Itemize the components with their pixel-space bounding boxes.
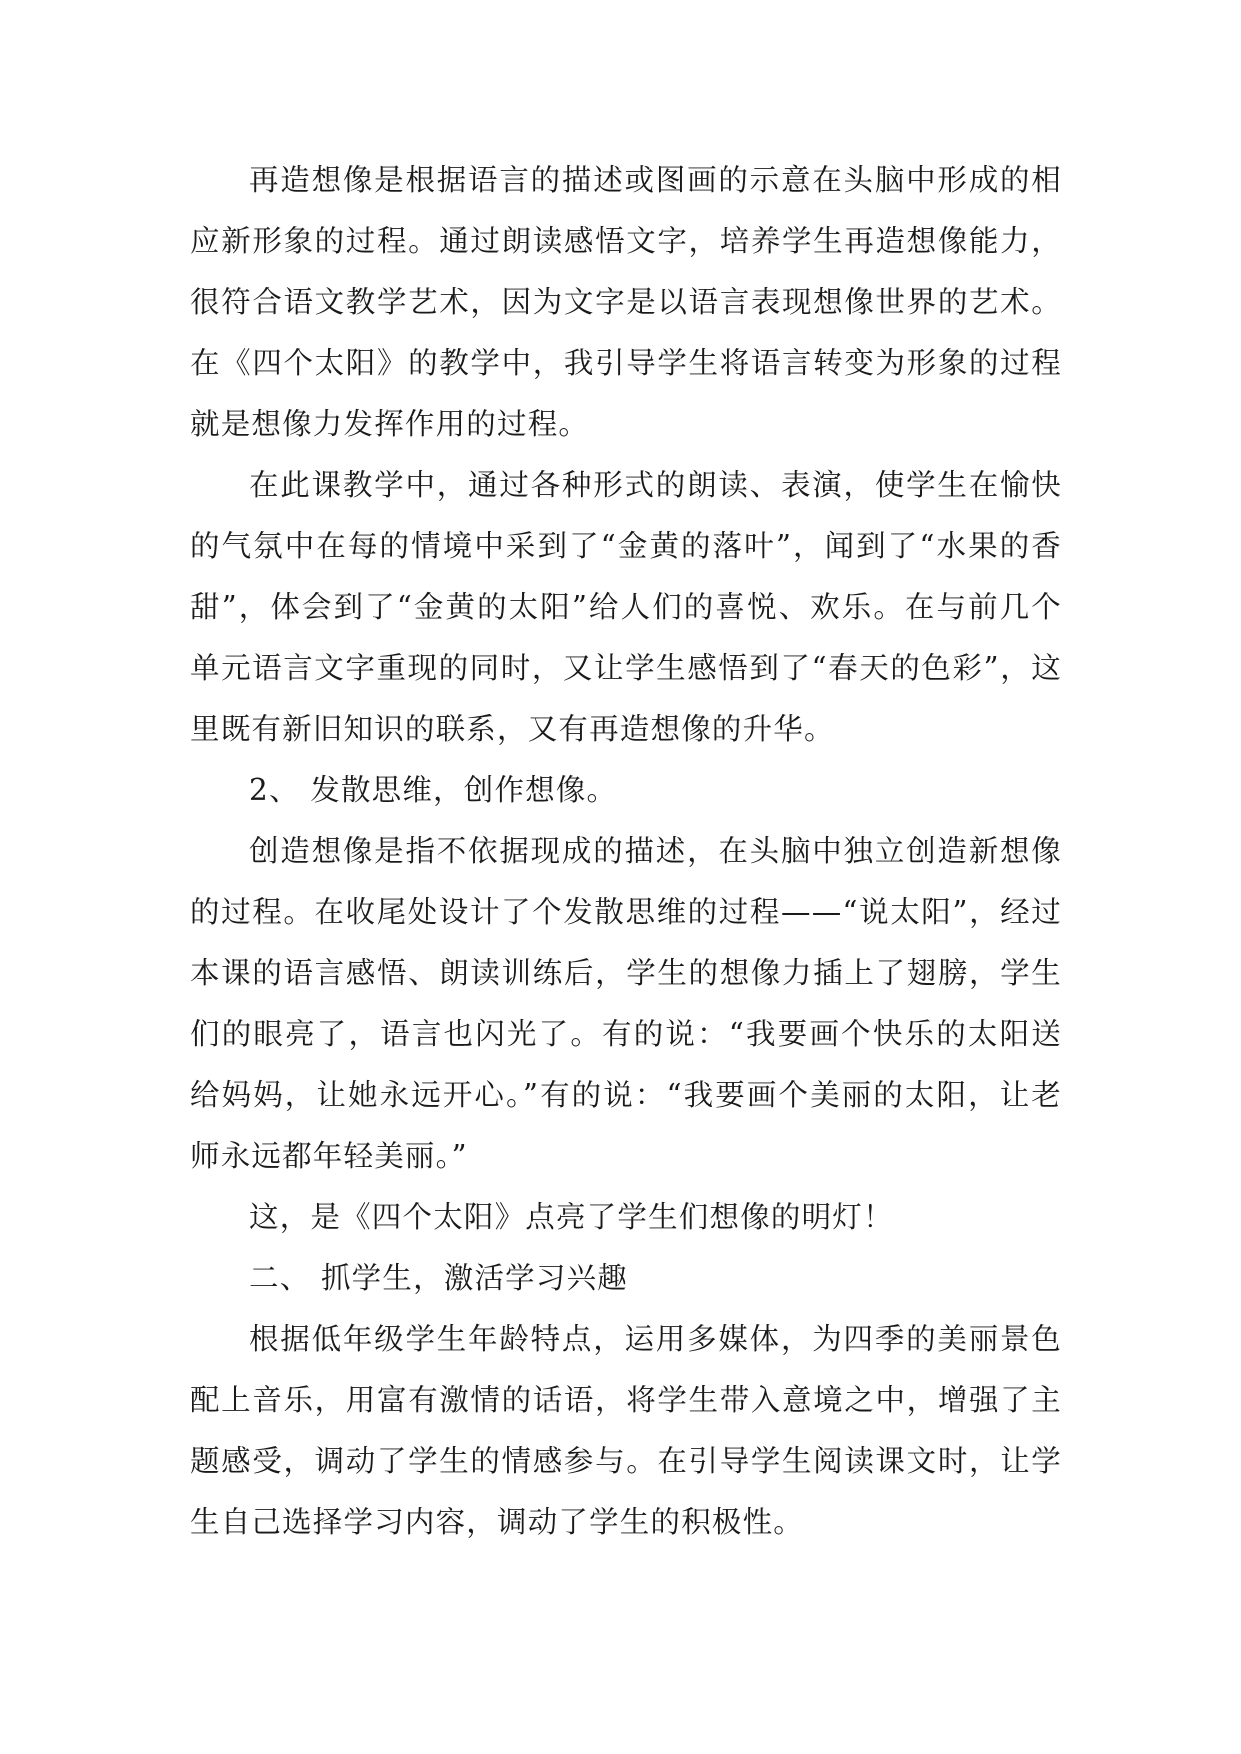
document-body [190,150,1062,1553]
section-heading-student-interest: 二、 抓学生，激活学习兴趣 [249,1261,628,1295]
paragraph-creative-imagination: 创造想像是指不依据现成的描述，在头脑中独立创造新想像的过程。在收尾处设计了个发散思维的过程——“说太阳”，经过本课的语言感悟、朗读训练后，学生的想像力插上了翅膀，学生们的眼亮了，语言也闪光了。有的说：“我要画个快乐的太阳送给妈妈，让她永远开心。”有的说：“我要画个美丽的太阳，让老师永远都年轻美丽。” [190,834,1062,1173]
paragraph-multimedia-teaching: 根据低年级学生年龄特点，运用多媒体，为四季的美丽景色配上音乐，用富有激情的话语，将学生带入意境之中，增强了主题感受，调动了学生的情感参与。在引导学生阅读课文时，让学生自己选择学习内容，调动了学生的积极性。 [190,1322,1062,1539]
paragraph-four-suns-conclusion: 这，是《四个太阳》点亮了学生们想像的明灯！ [249,1200,894,1234]
paragraph-reproductive-imagination: 再造想像是根据语言的描述或图画的示意在头脑中形成的相应新形象的过程。通过朗读感悟文字，培养学生再造想像能力，很符合语文教学艺术，因为文字是以语言表现想像世界的艺术。在《四个太阳》的教学中，我引导学生将语言转变为形象的过程就是想像力发挥作用的过程。 [190,163,1062,441]
section-heading-divergent-thinking: 2、 发散思维，创作想像。 [249,773,618,807]
paragraph-lesson-reading: 在此课教学中，通过各种形式的朗读、表演，使学生在愉快的气氛中在每的情境中采到了“金黄的落叶”，闻到了“水果的香甜”，体会到了“金黄的太阳”给人们的喜悦、欢乐。在与前几个单元语言文字重现的同时，又让学生感悟到了“春天的色彩”，这里既有新旧知识的联系，又有再造想像的升华。 [190,468,1062,746]
